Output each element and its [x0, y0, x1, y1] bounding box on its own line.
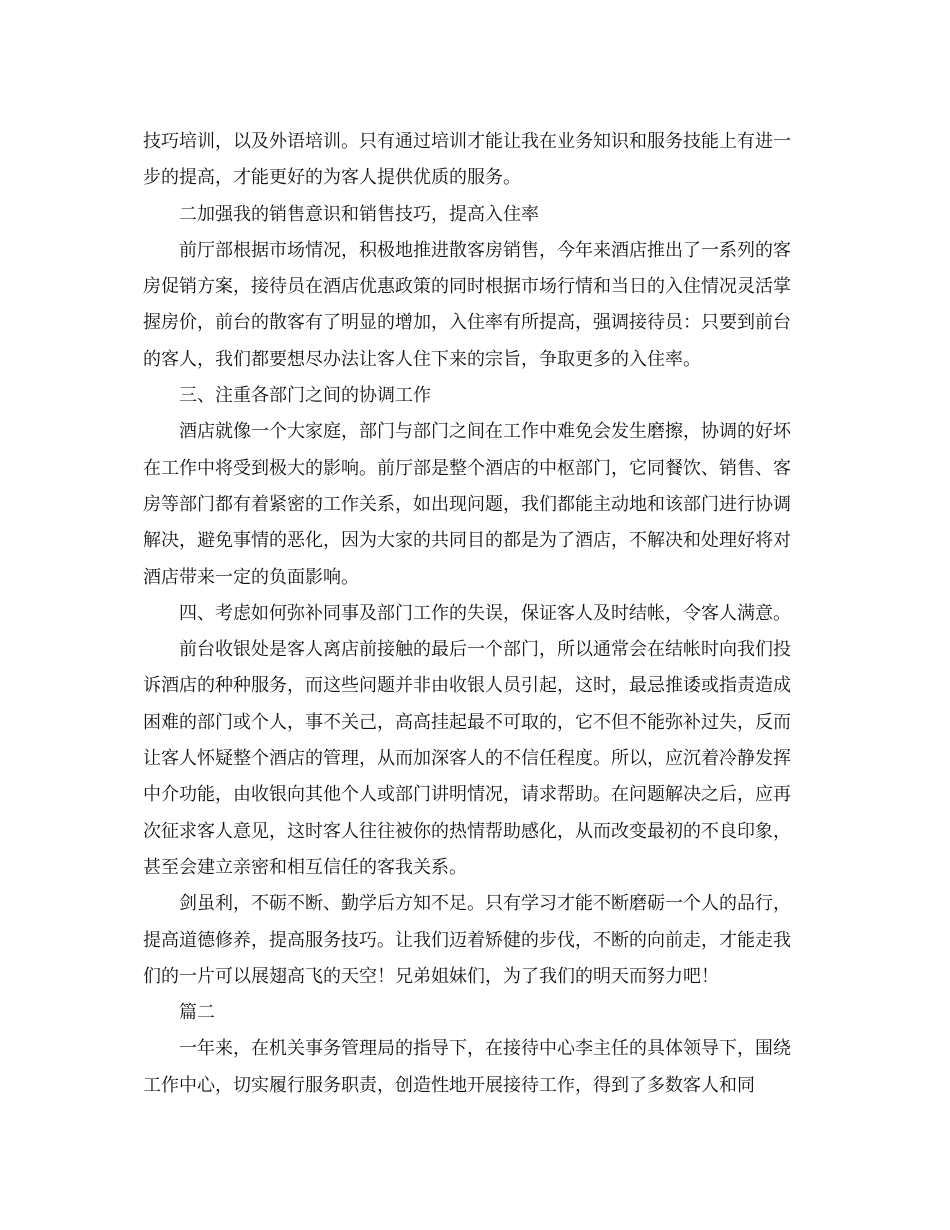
- paragraph-5: 酒店就像一个大家庭，部门与部门之间在工作中难免会发生磨擦，协调的好坏在工作中将受到极大的影响。前厅部是整个酒店的中枢部门，它同餐饮、销售、客房等部门都有着紧密的工作关系，如出现问题，我们都能主动地和该部门进行协调解决，避免事情的恶化，因为大家的共同目的都是为了酒店，不解决和处理好将对酒店带来一定的负面影响。: [143, 421, 791, 588]
- paragraph-7: 前台收银处是客人离店前接触的最后一个部门，所以通常会在结帐时向我们投诉酒店的种种服务，而这些问题并非由收银人员引起，这时，最忌推诿或指责造成困难的部门或个人，事不关己，高高挂起最不可取的，它不但不能弥补过失，反而让客人怀疑整个酒店的管理，从而加深客人的不信任程度。所以，应沉着冷静发挥中介功能，由收银向其他个人或部门讲明情况，请求帮助。在问题解决之后，应再次征求客人意见，这时客人往往被你的热情帮助感化，从而改变最初的不良印象，甚至会建立亲密和相互信任的客我关系。: [143, 639, 791, 878]
- section-title-pian-er: 篇二: [179, 1002, 215, 1024]
- paragraph-1: 技巧培训，以及外语培训。只有通过培训才能让我在业务知识和服务技能上有进一步的提高，才能更好的为客人提供优质的服务。: [143, 131, 791, 189]
- paragraph-4-heading: 三、注重各部门之间的协调工作: [179, 385, 431, 407]
- paragraph-6-heading: 四、考虑如何弥补同事及部门工作的失误，保证客人及时结帐，令客人满意。: [179, 602, 791, 624]
- paragraph-10: 一年来，在机关事务管理局的指导下，在接待中心李主任的具体领导下，围绕工作中心，切实履行服务职责，创造性地开展接待工作，得到了多数客人和同: [143, 1038, 791, 1096]
- paragraph-2-heading: 二加强我的销售意识和销售技巧，提高入住率: [179, 203, 539, 225]
- paragraph-8: 剑虽利，不砺不断、勤学后方知不足。只有学习才能不断磨砺一个人的品行，提高道德修养，提高服务技巧。让我们迈着矫健的步伐，不断的向前走，才能走我们的一片可以展翅高飞的天空！兄弟姐妹们，为了我们的明天而努力吧！: [143, 893, 791, 987]
- paragraph-3: 前厅部根据市场情况，积极地推进散客房销售，今年来酒店推出了一系列的客房促销方案，接待员在酒店优惠政策的同时根据市场行情和当日的入住情况灵活掌握房价，前台的散客有了明显的增加，入住率有所提高，强调接待员：只要到前台的客人，我们都要想尽办法让客人住下来的宗旨，争取更多的入住率。: [143, 239, 791, 370]
- document-body: [143, 124, 807, 1104]
